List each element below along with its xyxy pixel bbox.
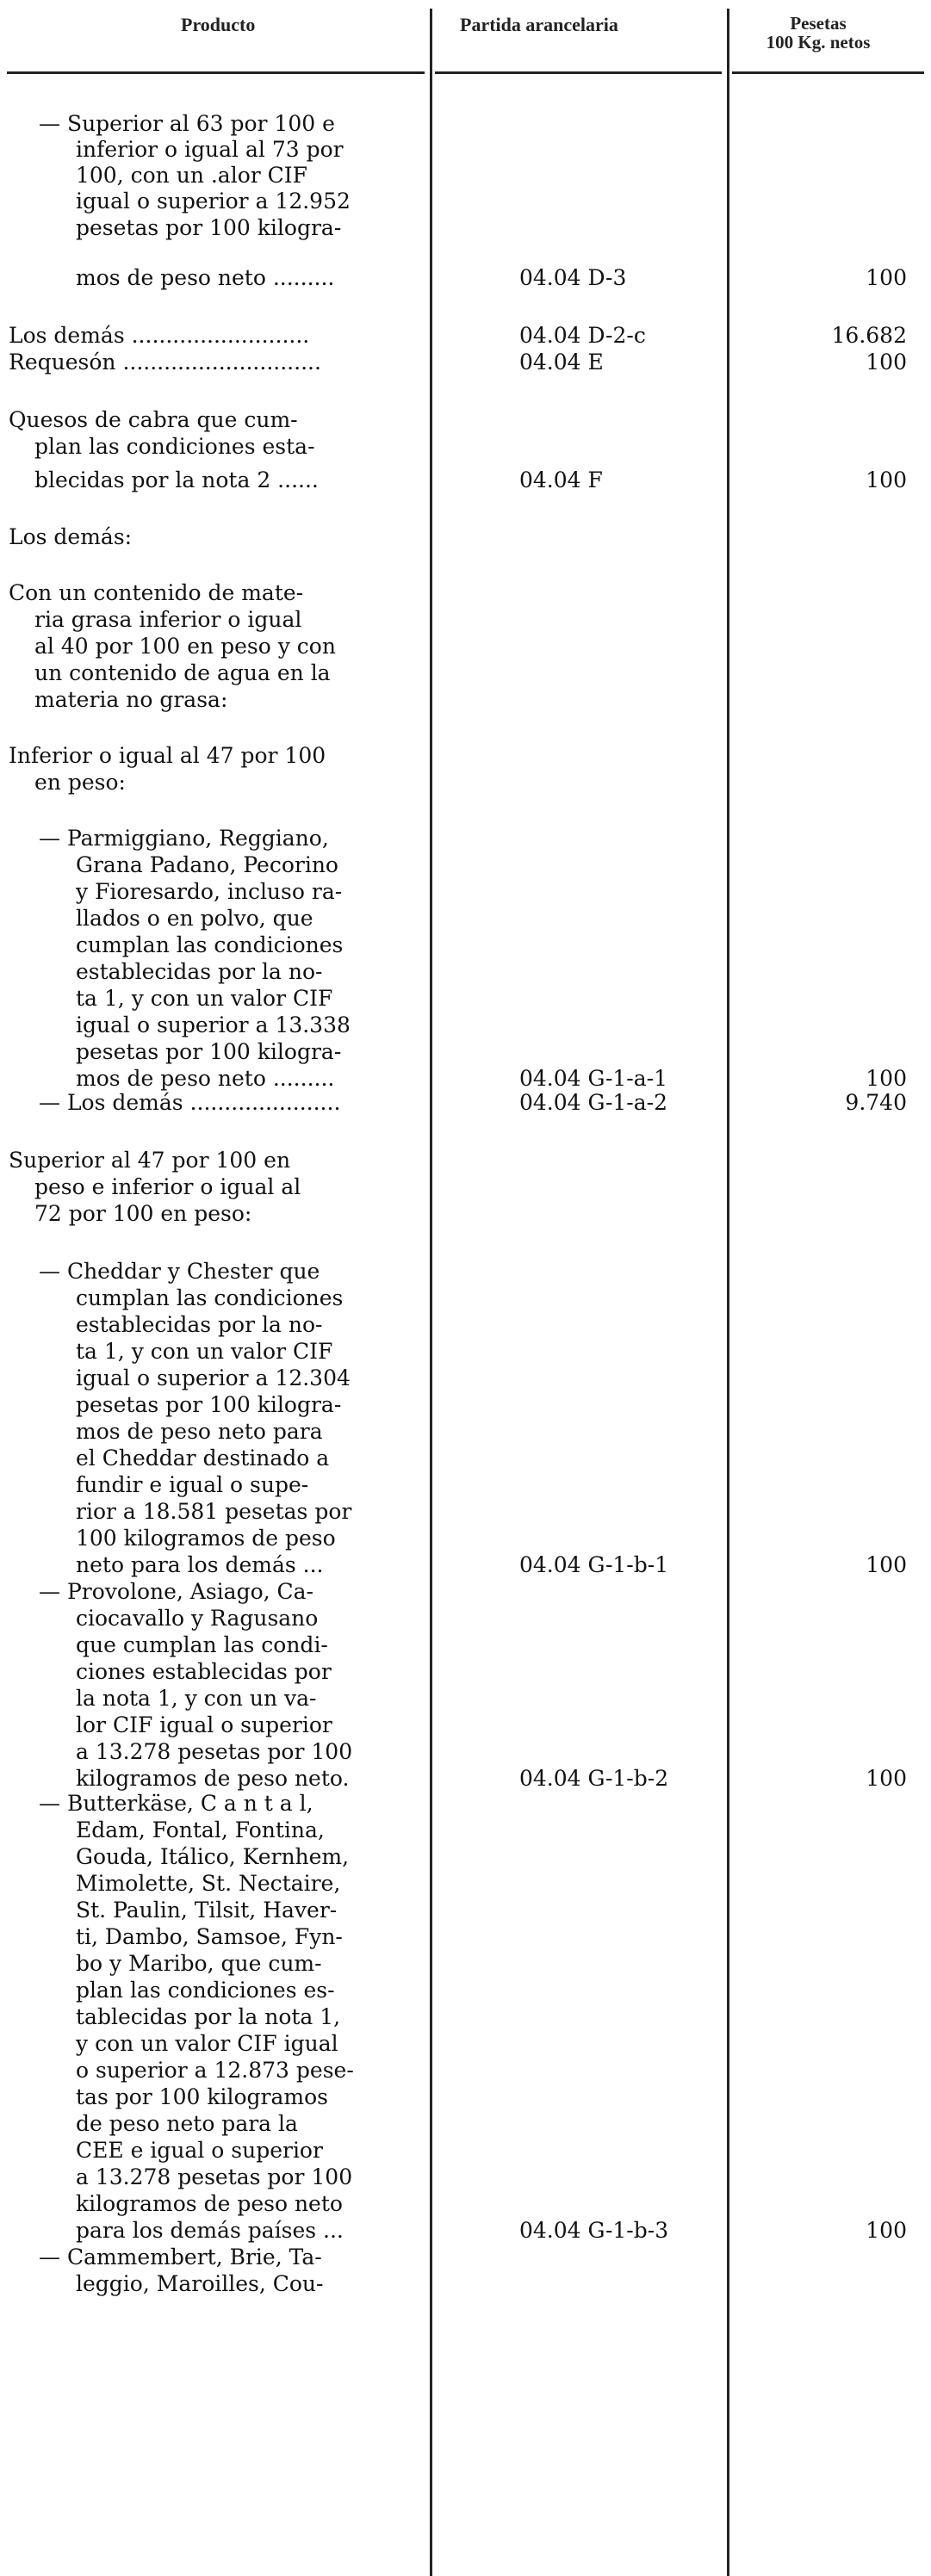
product-line: pesetas por 100 kilogra- — [76, 215, 342, 240]
product-line: Grana Padano, Pecorino — [76, 852, 338, 877]
product-line: a 13.278 pesetas por 100 — [76, 1739, 353, 1764]
partida-cell: 04.04 G-1-b-2 — [519, 1766, 669, 1791]
product-line: — Provolone, Asiago, Ca- — [39, 1579, 313, 1604]
product-line: — Cammembert, Brie, Ta- — [39, 2245, 322, 2269]
product-line: establecidas por la no- — [76, 959, 323, 984]
product-line: igual o superior a 12.952 — [76, 189, 351, 214]
product-line: ciocavallo y Ragusano — [76, 1606, 319, 1631]
pesetas-cell: 16.682 — [831, 323, 907, 348]
product-line: pesetas por 100 kilogra- — [76, 1039, 342, 1064]
pesetas-cell: 100 — [866, 1066, 907, 1091]
header-rule-3 — [732, 71, 924, 74]
product-line: ciones establecidas por — [76, 1659, 332, 1684]
column-divider-2 — [727, 9, 729, 2576]
product-line: Superior al 47 por 100 en — [9, 1148, 291, 1173]
product-line: y Fioresardo, incluso ra- — [76, 879, 343, 904]
product-line: cumplan las condiciones — [76, 932, 344, 957]
product-line: y con un valor CIF igual — [76, 2031, 338, 2056]
partida-cell: 04.04 E — [519, 350, 604, 375]
product-line: para los demás países ... — [76, 2218, 344, 2243]
product-line: 72 por 100 en peso: — [34, 1201, 252, 1226]
header-producto: Producto — [181, 14, 256, 35]
product-line: Los demás .......................... — [9, 323, 310, 348]
product-line: mos de peso neto ......... — [76, 1066, 335, 1091]
product-line: kilogramos de peso neto. — [76, 1766, 350, 1791]
partida-cell: 04.04 D-2-c — [519, 323, 646, 348]
pesetas-cell: 100 — [866, 1766, 907, 1791]
product-line: Mimolette, St. Nectaire, — [76, 1871, 341, 1896]
product-line: ria grasa inferior o igual — [34, 607, 302, 632]
product-line: cumplan las condiciones — [76, 1285, 344, 1310]
product-line: la nota 1, y con un va- — [76, 1686, 317, 1711]
header-pesetas-line1: Pesetas — [790, 13, 847, 34]
partida-cell: 04.04 F — [519, 468, 603, 492]
product-line: rior a 18.581 pesetas por — [76, 1499, 352, 1524]
product-line: igual o superior a 13.338 — [76, 1012, 351, 1037]
pesetas-cell: 100 — [866, 350, 907, 375]
product-line: inferior o igual al 73 por — [76, 137, 344, 162]
product-line: plan las condiciones esta- — [34, 434, 315, 459]
product-line: mos de peso neto ......... — [76, 265, 335, 290]
product-line: un contenido de agua en la — [34, 660, 331, 685]
product-line: Con un contenido de mate- — [9, 580, 304, 605]
product-line: kilogramos de peso neto — [76, 2191, 343, 2216]
product-line: que cumplan las condi- — [76, 1632, 328, 1657]
header-rule-2 — [435, 71, 722, 74]
product-line: — Butterkäse, C a n t a l, — [39, 1791, 313, 1816]
product-line: fundir e igual o supe- — [76, 1472, 309, 1497]
product-line: tas por 100 kilogramos — [76, 2084, 328, 2109]
product-line: ta 1, y con un valor CIF — [76, 1339, 333, 1364]
product-line: tablecidas por la nota 1, — [76, 2004, 341, 2029]
product-line: igual o superior a 12.304 — [76, 1365, 351, 1390]
partida-cell: 04.04 G-1-a-1 — [519, 1066, 668, 1091]
partida-cell: 04.04 G-1-b-1 — [519, 1552, 669, 1577]
product-line: al 40 por 100 en peso y con — [34, 634, 336, 659]
pesetas-cell: 100 — [866, 265, 907, 290]
product-line: a 13.278 pesetas por 100 — [76, 2164, 353, 2189]
product-line: el Cheddar destinado a — [76, 1446, 330, 1471]
product-line: peso e inferior o igual al — [34, 1174, 301, 1199]
product-line: materia no grasa: — [34, 687, 228, 712]
product-line: llados o en polvo, que — [76, 906, 313, 931]
product-line: de peso neto para la — [76, 2111, 298, 2136]
partida-cell: 04.04 G-1-b-3 — [519, 2218, 669, 2243]
product-line: en peso: — [34, 770, 126, 795]
product-line: Edam, Fontal, Fontina, — [76, 1817, 325, 1842]
product-line: plan las condiciones es- — [76, 1978, 335, 2003]
product-line: mos de peso neto para — [76, 1419, 323, 1444]
pesetas-cell: 9.740 — [845, 1090, 907, 1115]
pesetas-cell: 100 — [866, 1552, 907, 1577]
product-line: o superior a 12.873 pese- — [76, 2058, 354, 2083]
product-line: Inferior o igual al 47 por 100 — [9, 743, 326, 768]
product-line: — Parmiggiano, Reggiano, — [39, 826, 329, 851]
product-line: bo y Maribo, que cum- — [76, 1951, 322, 1976]
product-line: ti, Dambo, Samsoe, Fyn- — [76, 1924, 343, 1949]
product-line: establecidas por la no- — [76, 1312, 323, 1337]
product-line: Los demás: — [9, 524, 133, 549]
header-partida: Partida arancelaria — [460, 14, 618, 35]
partida-cell: 04.04 G-1-a-2 — [519, 1090, 668, 1115]
partida-cell: 04.04 D-3 — [519, 265, 627, 290]
pesetas-cell: 100 — [866, 2218, 907, 2243]
product-line: — Superior al 63 por 100 e — [39, 111, 335, 136]
product-line: leggio, Maroilles, Cou- — [76, 2271, 324, 2296]
product-line: Requesón ............................. — [9, 350, 321, 375]
product-line: pesetas por 100 kilogra- — [76, 1392, 342, 1417]
product-line: St. Paulin, Tilsit, Haver- — [76, 1898, 338, 1923]
product-line: neto para los demás ... — [76, 1552, 324, 1577]
pesetas-cell: 100 — [866, 468, 907, 492]
product-line: — Cheddar y Chester que — [39, 1259, 320, 1284]
product-line: CEE e igual o superior — [76, 2138, 323, 2163]
header-pesetas — [732, 14, 904, 52]
header-rule-1 — [7, 71, 425, 74]
product-line: ta 1, y con un valor CIF — [76, 986, 333, 1011]
product-line: — Los demás ...................... — [39, 1090, 341, 1115]
product-line: blecidas por la nota 2 ...... — [34, 468, 319, 492]
product-line: Quesos de cabra que cum- — [9, 407, 298, 432]
product-line: Gouda, Itálico, Kernhem, — [76, 1844, 350, 1869]
product-line: lor CIF igual o superior — [76, 1712, 332, 1737]
column-divider-1 — [430, 9, 432, 2576]
product-line: 100 kilogramos de peso — [76, 1526, 336, 1551]
header-pesetas-line2: 100 Kg. netos — [766, 32, 871, 53]
product-line: 100, con un .alor CIF — [76, 163, 308, 188]
